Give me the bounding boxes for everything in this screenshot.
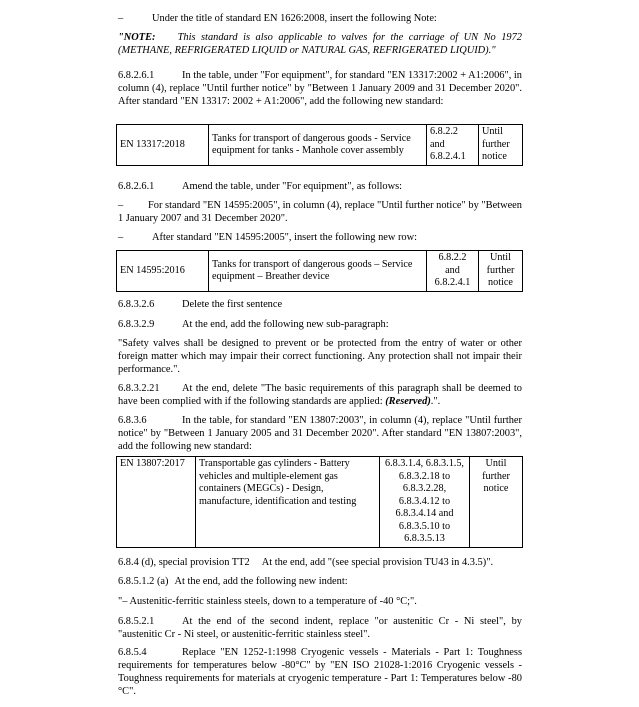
indent-note-insert: – Under the title of standard EN 1626:2008, insert the following Note: [118,13,437,24]
quote-safety-valves [118,337,522,376]
cell-reference: 6.8.3.1.4, 6.8.3.1.5, 6.8.3.2.18 to 6.8.3.2.28, 6.8.3.4.12 to 6.8.3.4.14 and 6.8.3.5.10 to 6.8.3.5.13 [380,457,470,548]
section-6-8-5-1-2-a [118,575,522,588]
indent-text: Under the title of standard EN 1626:2008, insert the following Note: [152,13,437,24]
section-text: At the end, add the following new sub-paragraph: [182,319,389,330]
section-number: 6.8.4 (d), special provision TT2 [118,557,250,568]
section-text: Delete the first sentence [182,299,283,310]
standards-table-3 [116,456,523,548]
section-number: 6.8.3.2.9 [118,319,155,330]
section-text: At the end, add "(see special provision TU43 in 4.3.5)". [261,557,494,568]
section-text: Replace "EN 1252-1:1998 Cryogenic vessels - Materials - Part 1: Toughness requirements for temperatures below -80°C" by "EN ISO 21028-1:2016 Cryogenic vessels - Toughness requirements for materials at cryogenic temperature - Part 1: Temperatures below -80 °C". [118,647,522,697]
section-number: 6.8.5.1.2 (a) [118,576,169,587]
quote-text: "Safety valves shall be designed to prevent or be protected from the entry of water or other foreign matter which may impair their correct functioning. Any protection shall not impair their performance.". [118,338,522,375]
section-text: In the table, for standard "EN 13807:2003", in column (4), replace "Until further notice" by "Between 1 January 2005 and 31 December 2020". After standard "EN 13807:2003", add the following new standard: [118,415,522,452]
cell-title: Transportable gas cylinders - Battery vehicles and multiple-element gas containers (MEGCs) - Design, manufacture, identification and testing [196,457,380,548]
section-6-8-2-6-1-b [118,180,522,193]
cell-standard: EN 14595:2016 [117,251,209,292]
quote-text: "– Austenitic-ferritic stainless steels, down to a temperature of -40 °C;". [118,596,417,607]
section-text: In the table, under "For equipment", for standard "EN 13317:2002 + A1:2006", in column (4), replace "Until further notice" by "Between 1 January 2009 and 31 December 2020". After standard "EN 13317: 2002 + A1:2006", add the following new standard: [118,70,522,107]
cell-standard: EN 13807:2017 [117,457,196,548]
cell-applicability: Until further notice [479,251,523,292]
section-number: 6.8.5.2.1 [118,616,155,627]
standards-table-2 [116,250,523,292]
indent-text: After standard "EN 14595:2005", insert the following new row: [152,232,418,243]
section-text: At the end, add the following new indent: [174,576,348,587]
section-6-8-3-6 [118,414,522,453]
section-6-8-5-4 [118,646,522,698]
indent-insert-row: – After standard "EN 14595:2005", insert the following new row: [118,232,418,243]
note-text: This standard is also applicable to valves for the carriage of UN No 1972 (METHANE, REFRIGERATED LIQUID or NATURAL GAS, REFRIGERATED LIQUID)." [118,32,522,56]
cell-reference: 6.8.2.2 and 6.8.2.4.1 [427,125,479,166]
table-row [117,457,523,548]
section-text: At the end of the second indent, replace "or austenitic Cr - Ni steel", by "austenitic Cr - Ni steel, or austenitic-ferritic stainless steel". [118,616,522,640]
section-6-8-2-6-1-a [118,69,522,108]
cell-applicability: Until further notice [470,457,523,548]
cell-title: Tanks for transport of dangerous goods - Service equipment for tanks - Manhole cover assembly [209,125,427,166]
section-6-8-3-2-9 [118,318,522,331]
section-text: At the end, delete "The basic requirements of this paragraph shall be deemed to have been complied with if the following standards are applied: [118,383,522,407]
cell-standard: EN 13317:2018 [117,125,209,166]
section-number: 6.8.2.6.1 [118,70,155,81]
reserved-text: (Reserved) [385,396,431,407]
cell-applicability: Until further notice [479,125,523,166]
quote-austenitic [118,595,522,608]
table-row [117,125,523,166]
indent-text: For standard "EN 14595:2005", in column (4), replace "Until further notice" by "Between 1 January 2007 and 31 December 2020". [118,200,522,224]
section-number: 6.8.3.2.21 [118,383,160,394]
section-number: 6.8.5.4 [118,647,147,658]
section-number: 6.8.3.2.6 [118,299,155,310]
section-number: 6.8.3.6 [118,415,147,426]
note-paragraph [118,31,522,57]
section-6-8-5-2-1 [118,615,522,641]
cell-reference: 6.8.2.2 and 6.8.2.4.1 [427,251,479,292]
note-label: "NOTE: [118,32,156,43]
section-text: Amend the table, under "For equipment", as follows: [182,181,403,192]
standards-table-1 [116,124,523,166]
section-6-8-3-2-6 [118,298,522,311]
cell-title: Tanks for transport of dangerous goods – Service equipment – Breather device [209,251,427,292]
section-number: 6.8.2.6.1 [118,181,155,192]
section-6-8-3-2-21 [118,382,522,408]
indent-replace-en14595: – For standard "EN 14595:2005", in column (4), replace "Until further notice" by "Between 1 January 2007 and 31 December 2020". [118,200,522,224]
section-text-end: .". [430,396,441,407]
table-row [117,251,523,292]
section-6-8-4-d [118,556,522,569]
